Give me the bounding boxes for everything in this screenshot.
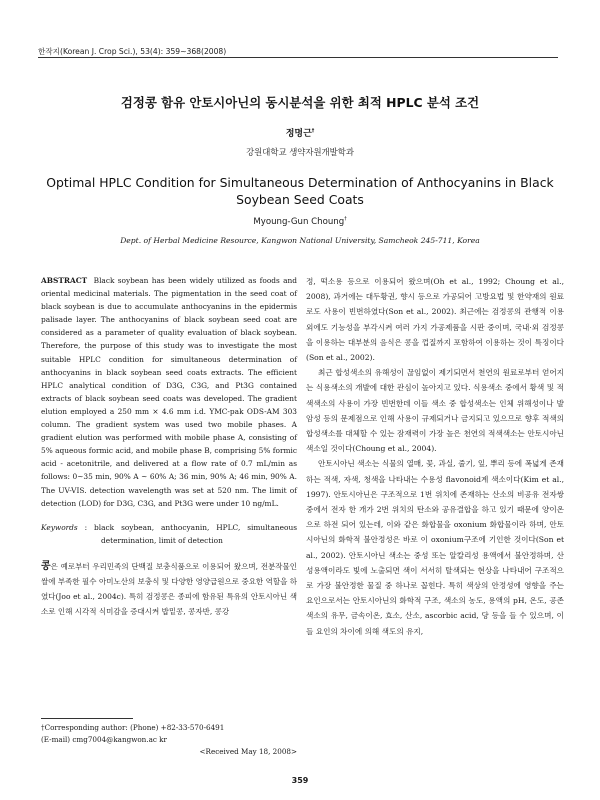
korean-title: 검정콩 함유 안토시아닌의 동시분석을 위한 최적 HPLC 분석 조건	[120, 95, 480, 110]
received-date: <Received May 18, 2008>	[199, 747, 297, 756]
corresponding-mark-en: †	[344, 216, 347, 222]
footnote-email: (E-mail) cmg7004@kangwon.ac kr	[41, 735, 167, 744]
keywords	[41, 521, 297, 547]
intro-dropcap: 콩	[41, 560, 51, 572]
journal-header	[38, 46, 558, 57]
footnote-rule	[41, 718, 133, 719]
korean-author-name: 정명근	[285, 129, 312, 139]
page-number: 359	[291, 776, 309, 785]
intro-text: 은 예로부터 우리민족의 단백질 보충식품으로 이용되어 왔으며, 전분작물인 쌀에 부족한 필수 아미노산의 보충식 및 다양한 영양급원으로 중요한 역할을 하였다(Joo et al., 2004c). 특히 검정콩은 종피에 함유된 특유의 안토시아닌 색소로 인해 시각적 식미감을 증대시켜 밥밑콩, 콩자반, 콩강	[41, 561, 297, 617]
header-rule	[38, 57, 558, 58]
english-affiliation: Dept. of Herbal Medicine Resource, Kangwon National University, Samcheok 245-711, Korea	[120, 236, 480, 245]
footnote-contact: †Corresponding author: (Phone) +82-33-570-6491	[41, 723, 225, 732]
right-paragraph-1: 정, 떡소용 등으로 이용되어 왔으며(Oh et al., 1992; Choung et al., 2008), 과거에는 대두황권, 향시 등으로 가공되어 고방요법 및 한약재의 원료로도 사용이 빈번하였다(Son et al., 2002). 최근에는 검정콩의 관행적 이용 외에도 기능성을 부각시켜 여러 가지 가공제품을 시판 중이며, 국내·외 검정콩을 이용하는 대부분의 음식은 콩을 껍질까지 포함하여 이용하는 것이 특징이다(Son et al., 2002).	[306, 277, 564, 363]
english-author	[0, 216, 600, 227]
footnote	[41, 722, 297, 758]
right-paragraph-2: 최근 합성색소의 유해성이 끊임없이 제기되면서 천연의 원료로부터 얻어지는 식용색소의 개발에 대한 관심이 높아지고 있다. 식용색소 중에서 황색 및 적색색소의 사용이 가장 빈번한데 이들 색소 중 합성색소는 인체 위해성이나 발암성 등의 문제점으로 인해 사용이 규제되거나 금지되고 있으므로 향후 적색의 합성색소를 대체할 수 있는 잠재력이 가장 높은 천연의 적색색소는 안토시아닌 색소일 것이다(Choung et al., 2004).	[306, 368, 564, 454]
left-column	[41, 274, 297, 620]
english-title: Optimal HPLC Condition for Simultaneous Determination of Anthocyanins in Black Soybean Seed Coats	[46, 175, 554, 207]
abstract-text: Black soybean has been widely utilized as foods and oriental medicinal materials. The pigmentation in the seed coat of black soybean is due to accumulate anthocyanins in the epidermis palisade layer. The anthocyanins of black soybean seed coat are considered as a parameter of quality evaluation of black soybean. Therefore, the purpose of this study was to investigate the most suitable HPLC condition for simultaneous determination of anthocyanins in black soybean seed coats extracts. The efficient HPLC analytical condition of D3G, C3G, and Pt3G contained extracts of black soybean seed coats was developed. The gradient elution employed a 250 mm × 4.6 mm i.d. YMC-pak ODS-AM 303 column. The gradient system was used two mobile phases. A gradient elution was performed with mobile phase A, consisting of 5% aqueous formic acid, and mobile phase B, comprising 5% formic acid - acetonitrile, and delivered at a flow rate of 0.7 mL/min as follows: 0~35 min, 90% A ~ 60% A; 36 min, 90% A; 46 min, 90% A. The UV-VIS. detection wavelength was set at 520 nm. The limit of detection (LOD) for D3G, C3G, and Pt3G were under 10 ng/mL.	[41, 276, 297, 508]
right-column	[306, 274, 564, 639]
abstract	[41, 274, 297, 510]
english-author-name: Myoung-Gun Choung	[253, 217, 345, 227]
abstract-label: ABSTRACT	[41, 276, 88, 285]
corresponding-mark: †	[311, 128, 315, 134]
korean-affiliation: 강원대학교 생약자원개발학과	[246, 147, 354, 157]
right-paragraph-3: 안토시아닌 색소는 식물의 열매, 꽃, 과실, 줄기, 잎, 뿌리 등에 폭넓게 존재하는 적색, 자색, 청색을 나타내는 수용성 flavonoid계 색소이다(Kim et al., 1997). 안토시아닌은 구조적으로 1번 위치에 존재하는 산소의 비공유 전자쌍 중에서 전자 한 개가 2번 위치의 탄소와 공유결합을 하고 있기 때문에 양이온으로 하전 되어 있는데, 이와 같은 화합물을 oxonium 화합물이라 하며, 안토시아닌의 화학적 불안정성은 바로 이 oxonium구조에 기인한 것이다(Son et al., 2002). 안토시아닌 색소는 중성 또는 알칼리성 용액에서 불안정하며, 산성용액이라도 빛에 노출되면 색이 서서히 탈색되는 현상을 나타내어 구조적으로 가장 불안정한 물질 중 하나로 꼽힌다. 특히 색상의 안정성에 영향을 주는 요인으로서는 안토시아닌의 화학적 구조, 색소의 농도, 용액의 pH, 온도, 공존색소의 유무, 금속이온, 효소, 산소, ascorbic acid, 당 등을 들 수 있으며, 이들 요인의 차이에 의해 색도의 유지,	[306, 459, 564, 636]
keywords-text: : black soybean, anthocyanin, HPLC, simultaneous determination, limit of detection	[84, 522, 297, 545]
introduction-paragraph	[41, 559, 297, 620]
journal-citation: 한작지(Korean J. Crop Sci.), 53(4): 359~368(2008)	[38, 47, 227, 56]
korean-author	[0, 126, 600, 139]
keywords-label: Keywords	[41, 522, 78, 532]
